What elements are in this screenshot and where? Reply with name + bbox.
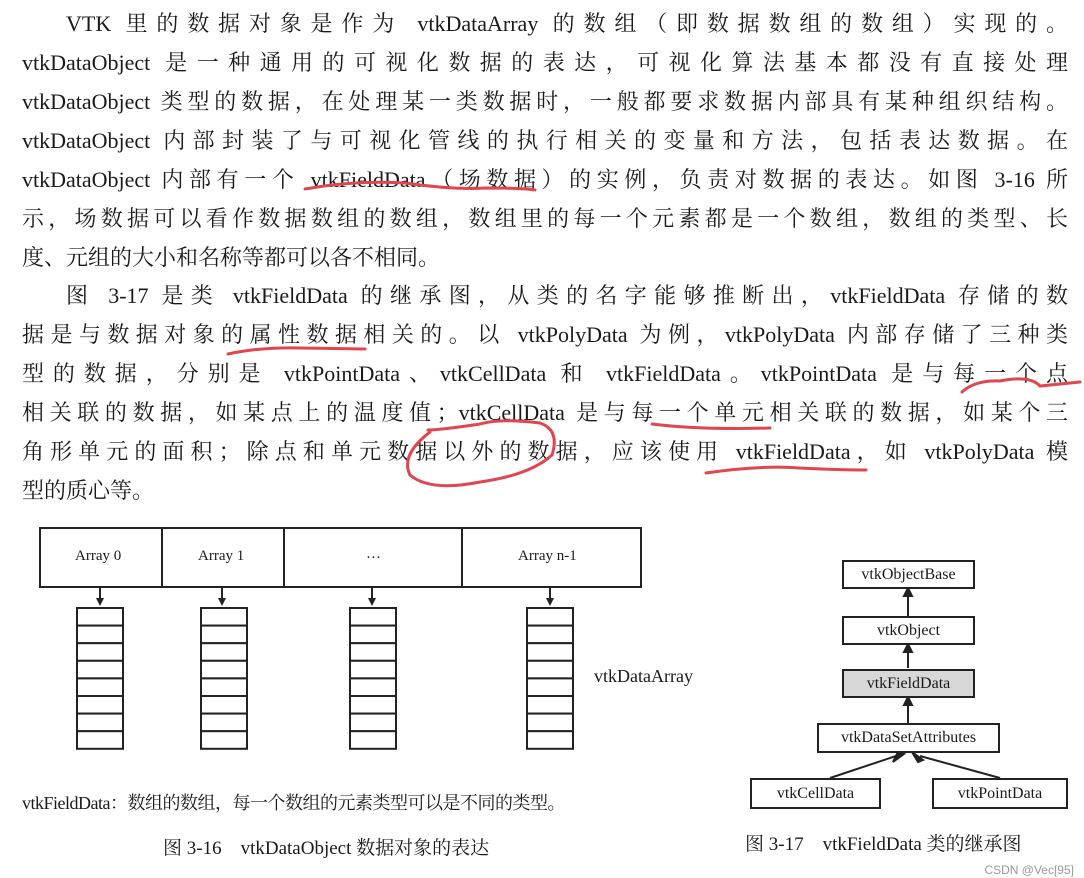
- node-vtkobject: vtkObject: [842, 616, 975, 645]
- array-1-label: Array 1: [198, 548, 245, 564]
- text-line: vtkDataObject 内部封装了与可视化管线的执行相关的变量和方法，包括表达数据。在: [22, 128, 1068, 153]
- node-vtkdatasetattributes: vtkDataSetAttributes: [817, 723, 1000, 753]
- text-line: vtkDataObject 类型的数据，在处理某一类数据时，一般都要求数据内部具有某种组织结构。: [22, 89, 1068, 114]
- text-line: 图 3-17 是类 vtkFieldData 的继承图，从类的名字能够推断出，vtkFieldData 存储的数: [66, 283, 1068, 308]
- vtkdataarray-label: vtkDataArray: [594, 666, 693, 686]
- text-line: vtkDataObject 内部有一个 vtkFieldData（场数据）的实例，负责对数据的表达。如图 3-16 所: [22, 167, 1068, 192]
- ellipsis-label: …: [366, 546, 381, 562]
- node-vtkobjectbase: vtkObjectBase: [842, 560, 975, 589]
- text-line: 示，场数据可以看作数据数组的数组，数组里的每一个元素都是一个数组，数组的类型、长: [22, 206, 1068, 231]
- array-n-1-label: Array n-1: [518, 548, 577, 564]
- node-vtkfielddata: vtkFieldData: [842, 669, 975, 698]
- text-line: vtkDataObject 是一种通用的可视化数据的表达，可视化算法基本都没有直接处理: [22, 50, 1068, 75]
- node-vtkcelldata: vtkCellData: [750, 778, 881, 809]
- node-vtkpointdata: vtkPointData: [932, 778, 1068, 809]
- text-line: 相关联的数据，如某点上的温度值；vtkCellData 是与每一个单元相关联的数据，如某个三: [22, 400, 1068, 425]
- watermark: CSDN @Vec[95]: [984, 863, 1074, 877]
- text-line: 据是与数据对象的属性数据相关的。以 vtkPolyData 为例，vtkPolyData 内部存储了三种类: [22, 322, 1068, 347]
- figure-3-17-caption: 图 3-17 vtkFieldData 类的继承图: [745, 834, 1022, 855]
- figure-3-16-caption: 图 3-16 vtkDataObject 数据对象的表达: [163, 838, 490, 859]
- figure-note: vtkFieldData：数组的数组，每一个数组的元素类型可以是不同的类型。: [22, 793, 565, 813]
- text-line: 型的质心等。: [22, 478, 155, 503]
- text-line: 度、元组的大小和名称等都可以各不相同。: [22, 245, 441, 270]
- text-line: 角形单元的面积；除点和单元数据以外的数据，应该使用 vtkFieldData，如 vtkPolyData 模: [22, 439, 1068, 464]
- text-line: 型的数据，分别是 vtkPointData、vtkCellData 和 vtkFieldData。vtkPointData 是与每一个点: [22, 361, 1068, 386]
- array-0-label: Array 0: [75, 548, 122, 564]
- text-line: VTK 里的数据对象是作为 vtkDataArray 的数组（即数据数组的数组）实现的。: [66, 11, 1068, 36]
